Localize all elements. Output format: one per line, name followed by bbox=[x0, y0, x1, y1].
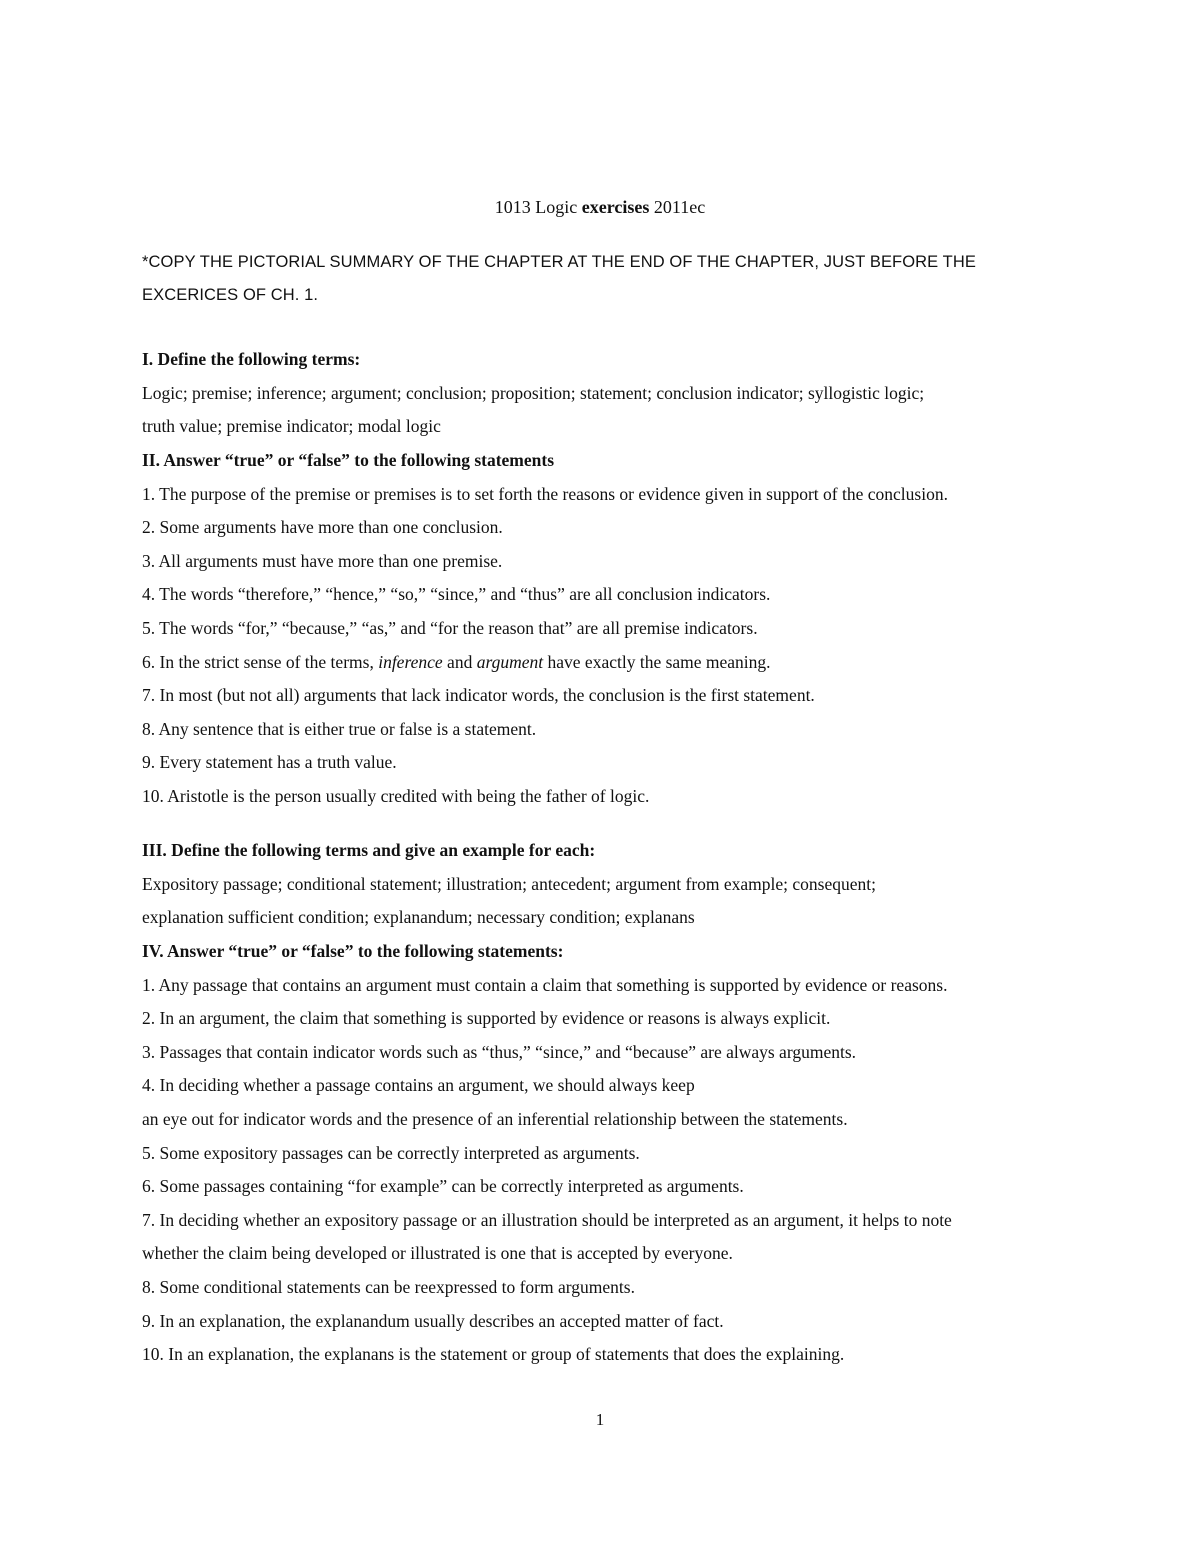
document-title bbox=[0, 195, 1200, 219]
section-4-heading: IV. Answer “true” or “false” to the following statements: bbox=[142, 941, 564, 961]
list-item: 2. In an argument, the claim that something is supported by evidence or reasons is always explicit. bbox=[142, 1008, 831, 1029]
list-item: 10. Aristotle is the person usually credited with being the father of logic. bbox=[142, 785, 650, 806]
list-item: 2. Some arguments have more than one conclusion. bbox=[142, 517, 503, 538]
list-item: 10. In an explanation, the explanans is the statement or group of statements that does the explaining. bbox=[142, 1344, 845, 1365]
list-item: 5. Some expository passages can be correctly interpreted as arguments. bbox=[142, 1142, 640, 1163]
list-item: 7. In deciding whether an expository passage or an illustration should be interpreted as an argument, it helps to note bbox=[142, 1209, 952, 1230]
section-1 bbox=[142, 343, 1072, 444]
title-bold: exercises bbox=[581, 197, 650, 217]
section-2 bbox=[142, 444, 1072, 814]
list-item: 3. Passages that contain indicator words such as “thus,” “since,” and “because” are always arguments. bbox=[142, 1041, 857, 1062]
section-2-heading: II. Answer “true” or “false” to the following statements bbox=[142, 450, 555, 470]
section-3-heading: III. Define the following terms and give an example for each: bbox=[142, 840, 596, 860]
copy-instruction-note: *COPY THE PICTORIAL SUMMARY OF THE CHAPTER AT THE END OF THE CHAPTER, JUST BEFORE THE EXCERICES OF CH. 1. bbox=[142, 253, 976, 304]
list-item: 4. The words “therefore,” “hence,” “so,” “since,” and “thus” are all conclusion indicators. bbox=[142, 584, 771, 605]
item-6-text: and bbox=[442, 651, 477, 672]
list-item: 8. Any sentence that is either true or false is a statement. bbox=[142, 718, 537, 739]
item-6-term-inference: inference bbox=[378, 651, 443, 672]
section-1-heading: I. Define the following terms: bbox=[142, 349, 361, 369]
list-item: 6. Some passages containing “for example” can be correctly interpreted as arguments. bbox=[142, 1176, 744, 1197]
item-6-term-argument: argument bbox=[476, 651, 544, 672]
list-item: 7. In most (but not all) arguments that lack indicator words, the conclusion is the first statement. bbox=[142, 685, 815, 706]
list-item: 9. In an explanation, the explanandum usually describes an accepted matter of fact. bbox=[142, 1310, 724, 1331]
title-prefix: 1013 Logic bbox=[494, 197, 582, 217]
section-3-terms-line: explanation sufficient condition; explanandum; necessary condition; explanans bbox=[142, 907, 695, 928]
section-1-terms-line: truth value; premise indicator; modal logic bbox=[142, 416, 441, 437]
list-item: 4. In deciding whether a passage contains an argument, we should always keep bbox=[142, 1075, 695, 1096]
item-6-text: have exactly the same meaning. bbox=[543, 651, 771, 672]
list-item: 5. The words “for,” “because,” “as,” and “for the reason that” are all premise indicators. bbox=[142, 617, 758, 638]
list-item: an eye out for indicator words and the presence of an inferential relationship between the statements. bbox=[142, 1108, 848, 1129]
section-4 bbox=[142, 935, 1072, 1372]
list-item: 1. Any passage that contains an argument must contain a claim that something is supported by evidence or reasons. bbox=[142, 974, 948, 995]
page-number: 1 bbox=[595, 1410, 605, 1429]
list-item: 8. Some conditional statements can be reexpressed to form arguments. bbox=[142, 1276, 635, 1297]
title-suffix: 2011ec bbox=[649, 197, 706, 217]
section-3-terms-line: Expository passage; conditional statement; illustration; antecedent; argument from example; consequent; bbox=[142, 873, 876, 894]
section-1-terms-line: Logic; premise; inference; argument; conclusion; proposition; statement; conclusion indicator; syllogistic logic; bbox=[142, 382, 925, 403]
list-item bbox=[142, 646, 1072, 680]
list-item: whether the claim being developed or illustrated is one that is accepted by everyone. bbox=[142, 1243, 733, 1264]
list-item: 9. Every statement has a truth value. bbox=[142, 752, 397, 773]
list-item: 1. The purpose of the premise or premises is to set forth the reasons or evidence given in support of the conclusion. bbox=[142, 483, 948, 504]
section-3 bbox=[142, 834, 1072, 935]
item-6-text: 6. In the strict sense of the terms, bbox=[142, 651, 379, 672]
list-item: 3. All arguments must have more than one premise. bbox=[142, 550, 503, 571]
